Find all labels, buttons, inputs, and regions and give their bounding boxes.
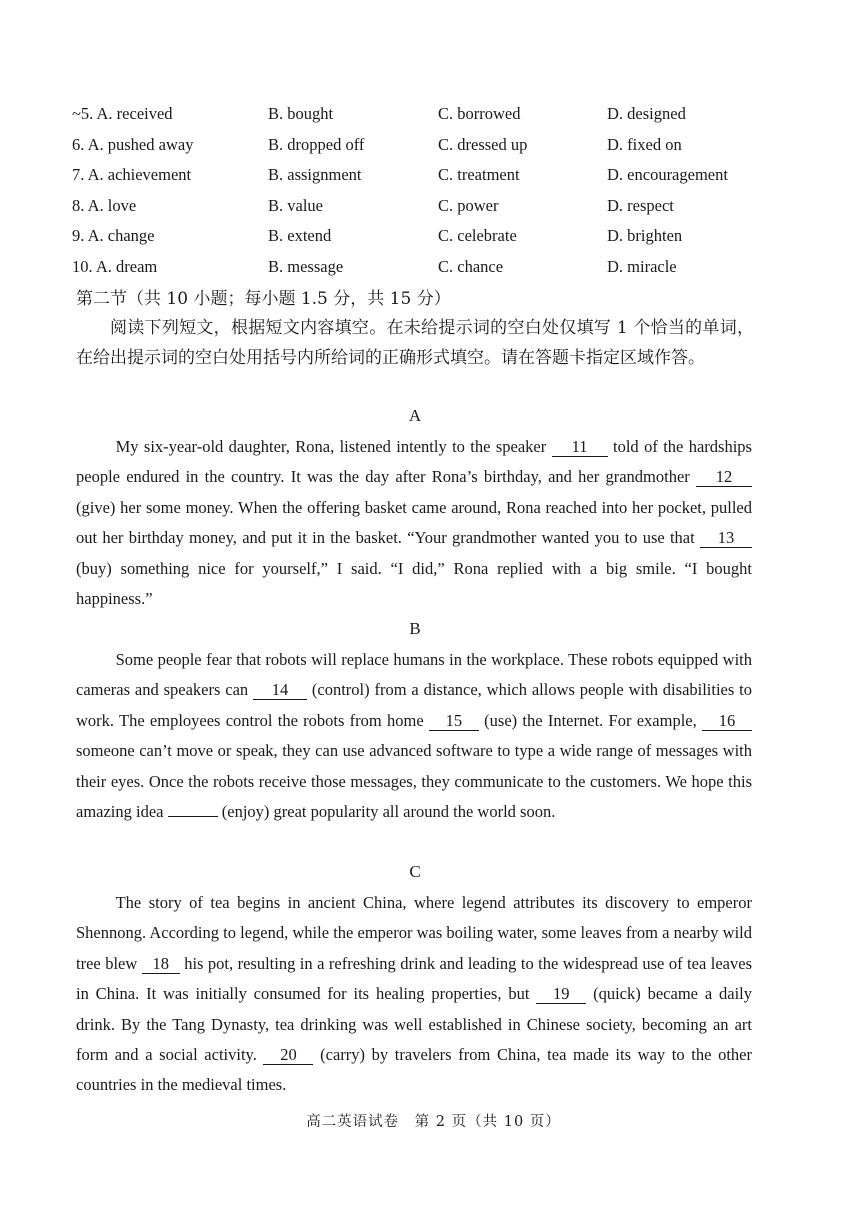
passage-a <box>76 432 752 614</box>
passage-text: his pot, resulting in a refreshing drink and leading to the widespread use of tea leaves in China. It was initially consumed for its healing properties, but <box>76 953 752 1004</box>
option-b: B. extend <box>268 226 332 245</box>
passage-text: told of the hardships people endured in the country. It was the day after Rona’s birthday, and her grandmother <box>76 437 752 487</box>
option-d: D. designed <box>607 104 686 123</box>
option-d: D. miracle <box>607 256 677 276</box>
option-a: 7. A. achievement <box>72 165 192 184</box>
option-d: D. respect <box>607 195 674 215</box>
blank-13[interactable]: 13 <box>700 529 752 548</box>
option-c: C. celebrate <box>438 226 517 245</box>
passage-text: (enjoy) great popularity all around the world soon. <box>217 802 556 822</box>
blank-11[interactable]: 11 <box>552 438 608 457</box>
option-row <box>72 131 792 162</box>
passage-text: The story of tea begins in ancient China, where legend attributes its discovery to emperor Shennong. According to legend, while the emperor was boiling water, some leaves from a nearby wild tree blew <box>76 893 752 973</box>
blank-18[interactable]: 18 <box>142 955 180 974</box>
option-row <box>72 253 792 284</box>
passage-text: (use) the Internet. For example, <box>478 710 702 730</box>
passage-c <box>76 888 752 1101</box>
blank-16[interactable]: 16 <box>702 712 752 731</box>
passage-text: Some people fear that robots will replace humans in the workplace. These robots equipped with cameras and speakers can <box>76 650 752 700</box>
option-d: D. fixed on <box>607 134 682 154</box>
section-heading: 第二节（共 10 小题；每小题 1.5 分，共 15 分） <box>76 289 451 309</box>
page-footer: 高二英语试卷 第 2 页（共 10 页） <box>306 1114 561 1130</box>
option-c: C. treatment <box>438 165 520 184</box>
options-table <box>72 100 792 283</box>
option-c: C. power <box>438 195 499 215</box>
option-a: ~5. A. received <box>72 104 173 123</box>
passage-text: (give) her some money. When the offering basket came around, Rona reached into her pocket, pulled out her birthday money, and put it in the basket. “Your grandmother wanted you to use that <box>76 497 752 548</box>
option-row <box>72 161 792 192</box>
passage-b-letter: B <box>409 619 421 638</box>
option-a: 10. A. dream <box>72 256 158 276</box>
passage-c-letter: C <box>409 862 421 881</box>
option-b: B. assignment <box>268 165 362 184</box>
passage-text: (buy) something nice for yourself,” I said. “I did,” Rona replied with a big smile. “I bought happiness.” <box>76 558 752 609</box>
passage-text: (quick) became a daily drink. By the Tang Dynasty, tea drinking was well established in Chinese society, becoming an art form and a social activity. <box>76 984 752 1065</box>
option-row <box>72 192 792 223</box>
blank-12[interactable]: 12 <box>696 468 752 487</box>
passage-a-letter: A <box>408 406 422 425</box>
blank-15[interactable]: 15 <box>429 712 479 731</box>
passage-text: someone can’t move or speak, they can use advanced software to type a wide range of messages with their eyes. Once the robots receive those messages, they communicate to the customers. We hope this amazing idea <box>76 741 752 822</box>
option-a: 8. A. love <box>72 195 137 215</box>
blank-19[interactable]: 19 <box>536 985 586 1004</box>
option-c: C. borrowed <box>438 104 521 123</box>
option-row <box>72 222 792 253</box>
option-b: B. message <box>268 256 344 276</box>
passage-text: My six-year-old daughter, Rona, listened intently to the speaker <box>115 437 552 456</box>
option-c: C. dressed up <box>438 134 528 154</box>
blank-14[interactable]: 14 <box>253 681 307 700</box>
blank-20[interactable]: 20 <box>263 1046 313 1065</box>
option-a: 6. A. pushed away <box>72 134 194 154</box>
option-b: B. bought <box>268 104 334 123</box>
passage-b <box>76 645 752 827</box>
passage-text: (carry) by travelers from China, tea made its way to the other countries in the medieval times. <box>76 1045 752 1095</box>
option-b: B. value <box>268 195 323 215</box>
option-b: B. dropped off <box>268 134 365 154</box>
option-d: D. encouragement <box>607 165 728 184</box>
passage-text: (control) from a distance, which allows people with disabilities to work. The employees control the robots from home <box>76 680 753 730</box>
blank-17[interactable] <box>168 816 218 817</box>
option-a: 9. A. change <box>72 226 155 245</box>
option-c: C. chance <box>438 256 504 276</box>
option-row <box>72 100 792 131</box>
section-instructions: 阅读下列短文，根据短文内容填空。在未给提示词的空白处仅填写 1 个恰当的单词，在给出提示词的空白处用括号内所给词的正确形式填空。请在答题卡指定区域作答。 <box>76 318 754 368</box>
option-d: D. brighten <box>607 226 683 245</box>
